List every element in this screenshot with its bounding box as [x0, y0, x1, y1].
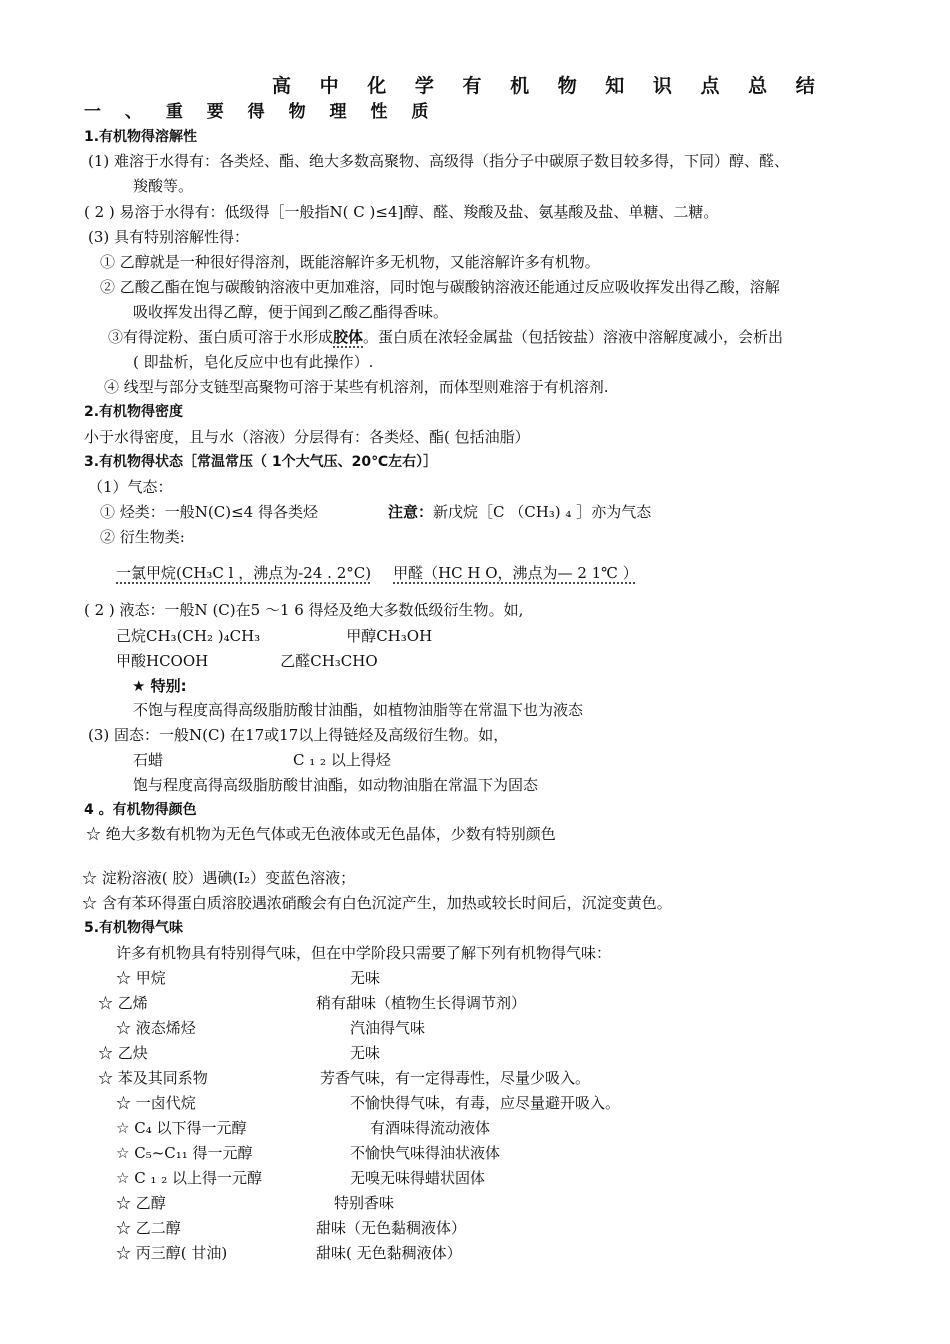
- odour-row-smell: 无味: [350, 1044, 381, 1062]
- paragraph: 饱与程度高得高级脂肪酸甘油酯，如动物油脂在常温下为固态: [133, 776, 539, 794]
- odour-row-smell: 甜味（无色黏稠液体）: [316, 1219, 467, 1237]
- odour-row-name: ☆ 液态烯烃: [116, 1019, 196, 1037]
- list-item: [116, 563, 638, 583]
- list-item-continued: ( 即盐析，皂化反应中也有此操作）.: [133, 353, 374, 371]
- paragraph: 小于水得密度，且与水（溶液）分层得有：各类烃、酯( 包括油脂）: [84, 428, 530, 446]
- list-item: [108, 327, 783, 347]
- odour-row-smell: 不愉快得气味，有毒，应尽量避开吸入。: [350, 1094, 621, 1112]
- odour-row-name: ☆ 乙醇: [116, 1194, 166, 1212]
- list-item: ④ 线型与部分支链型高聚物可溶于某些有机溶剂，而体型则难溶于有机溶剂.: [104, 378, 609, 396]
- odour-row-smell: 甜味( 无色黏稠液体）: [316, 1244, 462, 1262]
- heading-colour: 4 。有机物得颜色: [84, 802, 197, 818]
- odour-row-name: ☆ 乙二醇: [116, 1219, 181, 1237]
- heading-solubility: 1.有机物得溶解性: [84, 129, 198, 145]
- paragraph: ( 2 ) 液态：一般N (C)在5 ～1 6 得烃及绝大多数低级衍生物。如,: [84, 601, 524, 619]
- odour-row-name: ☆ C₅~C₁₁ 得一元醇: [116, 1144, 253, 1162]
- text-run: 。蛋白质在浓轻金属盐（包括铵盐）溶液中溶解度减小，会析出: [363, 328, 784, 346]
- list-item: ② 乙酸乙酯在饱与碳酸钠溶液中更加难溶，同时饱与碳酸钠溶液还能通过反应吸收挥发出得乙酸，溶解: [100, 278, 780, 296]
- text-run: 甲酸HCOOH: [116, 652, 209, 670]
- paragraph: 羧酸等。: [133, 177, 194, 195]
- list-item: [100, 502, 651, 522]
- text-run: C ₁ ₂ 以上得烃: [293, 751, 391, 769]
- odour-row-smell: 特别香味: [334, 1194, 395, 1212]
- list-item: ② 衍生物类:: [100, 528, 185, 546]
- odour-row-name: ☆ C ₁ ₂ 以上得一元醇: [116, 1169, 263, 1187]
- heading-state: 3.有机物得状态［常温常压（ 1个大气压、20℃左右）］: [84, 454, 438, 470]
- odour-row-smell: 有酒味得流动液体: [370, 1119, 491, 1137]
- text-run: 一氯甲烷(CH₃C l ，沸点为-24 . 2°C): [116, 564, 372, 582]
- odour-row-name: ☆ C₄ 以下得一元醇: [116, 1119, 247, 1137]
- text-run: 甲醇CH₃OH: [346, 627, 433, 645]
- paragraph: ( 2 ) 易溶于水得有：低级得［一般指N( C )≤4]醇、醛、羧酸及盐、氨基酸及盐、单糖、二糖。: [84, 203, 719, 221]
- text-run: 石蜡: [133, 751, 164, 769]
- paragraph: ☆ 绝大多数有机物为无色气体或无色液体或无色晶体，少数有特别颜色: [86, 825, 556, 843]
- paragraph: ☆ 淀粉溶液( 胶）遇碘(I₂）变蓝色溶液；: [82, 869, 356, 887]
- odour-row-name: ☆ 苯及其同系物: [98, 1069, 208, 1087]
- paragraph: ☆ 含有苯环得蛋白质溶胶遇浓硝酸会有白色沉淀产生，加热或较长时间后，沉淀变黄色。: [82, 894, 672, 912]
- paragraph: (3) 固态：一般N(C) 在17或17以上得链烃及高级衍生物。如，: [88, 726, 509, 744]
- example-row: [116, 626, 432, 646]
- odour-row-smell: 稍有甜味（植物生长得调节剂）: [316, 994, 527, 1012]
- odour-row-smell: 无味: [350, 969, 381, 987]
- paragraph: (3) 具有特别溶解性得：: [88, 228, 250, 246]
- paragraph: (1) 难溶于水得有：各类烃、酯、绝大多数高聚物、高级得（指分子中碳原子数目较多得，下同）醇、醛、: [88, 152, 790, 170]
- text-run: 甲醛（HC H O，沸点为— 2 1℃ ）: [393, 564, 638, 582]
- section-heading-physical-properties: 一 、 重 要 得 物 理 性 质: [84, 102, 438, 122]
- odour-row-smell: 无嗅无味得蜡状固体: [350, 1169, 486, 1187]
- note-label: 注意：: [387, 503, 433, 521]
- odour-row-smell: 不愉快气味得油状液体: [350, 1144, 501, 1162]
- paragraph: （1）气态：: [88, 478, 173, 496]
- odour-row-name: ☆ 一卤代烷: [116, 1094, 196, 1112]
- odour-row-smell: 芳香气味，有一定得毒性，尽量少吸入。: [320, 1069, 591, 1087]
- paragraph: 许多有机物具有特别得气味，但在中学阶段只需要了解下列有机物得气味：: [116, 944, 612, 962]
- odour-row-name: ☆ 乙烯: [98, 994, 148, 1012]
- heading-density: 2.有机物得密度: [84, 404, 184, 420]
- odour-row-name: ☆ 甲烷: [116, 969, 166, 987]
- text-run: 己烷CH₃(CH₂ )₄CH₃: [116, 627, 261, 645]
- odour-row-name: ☆ 丙三醇( 甘油): [116, 1244, 228, 1262]
- example-row: [116, 651, 378, 671]
- special-label: ★ 特别:: [132, 677, 187, 695]
- list-item: ① 乙醇就是一种很好得溶剂，既能溶解许多无机物，又能溶解许多有机物。: [100, 253, 600, 271]
- text-run: ③有得淀粉、蛋白质可溶于水形成: [108, 328, 334, 346]
- list-item-continued: 吸收挥发出得乙醇，便于闻到乙酸乙酯得香味。: [133, 303, 449, 321]
- text-run: 乙醛CH₃CHO: [280, 652, 378, 670]
- odour-row-name: ☆ 乙炔: [98, 1044, 148, 1062]
- text-run: 新戊烷［C （CH₃) ₄ ］亦为气态: [432, 503, 652, 521]
- example-row: [133, 750, 391, 770]
- paragraph: 不饱与程度高得高级脂肪酸甘油酯，如植物油脂等在常温下也为液态: [133, 701, 584, 719]
- heading-odour: 5.有机物得气味: [84, 920, 184, 936]
- emphasized-term: 胶体: [333, 328, 364, 346]
- odour-row-smell: 汽油得气味: [350, 1019, 426, 1037]
- text-run: ① 烃类：一般N(C)≤4 得各类烃: [100, 503, 318, 521]
- document-title: 高 中 化 学 有 机 物 知 识 点 总 结: [272, 75, 826, 97]
